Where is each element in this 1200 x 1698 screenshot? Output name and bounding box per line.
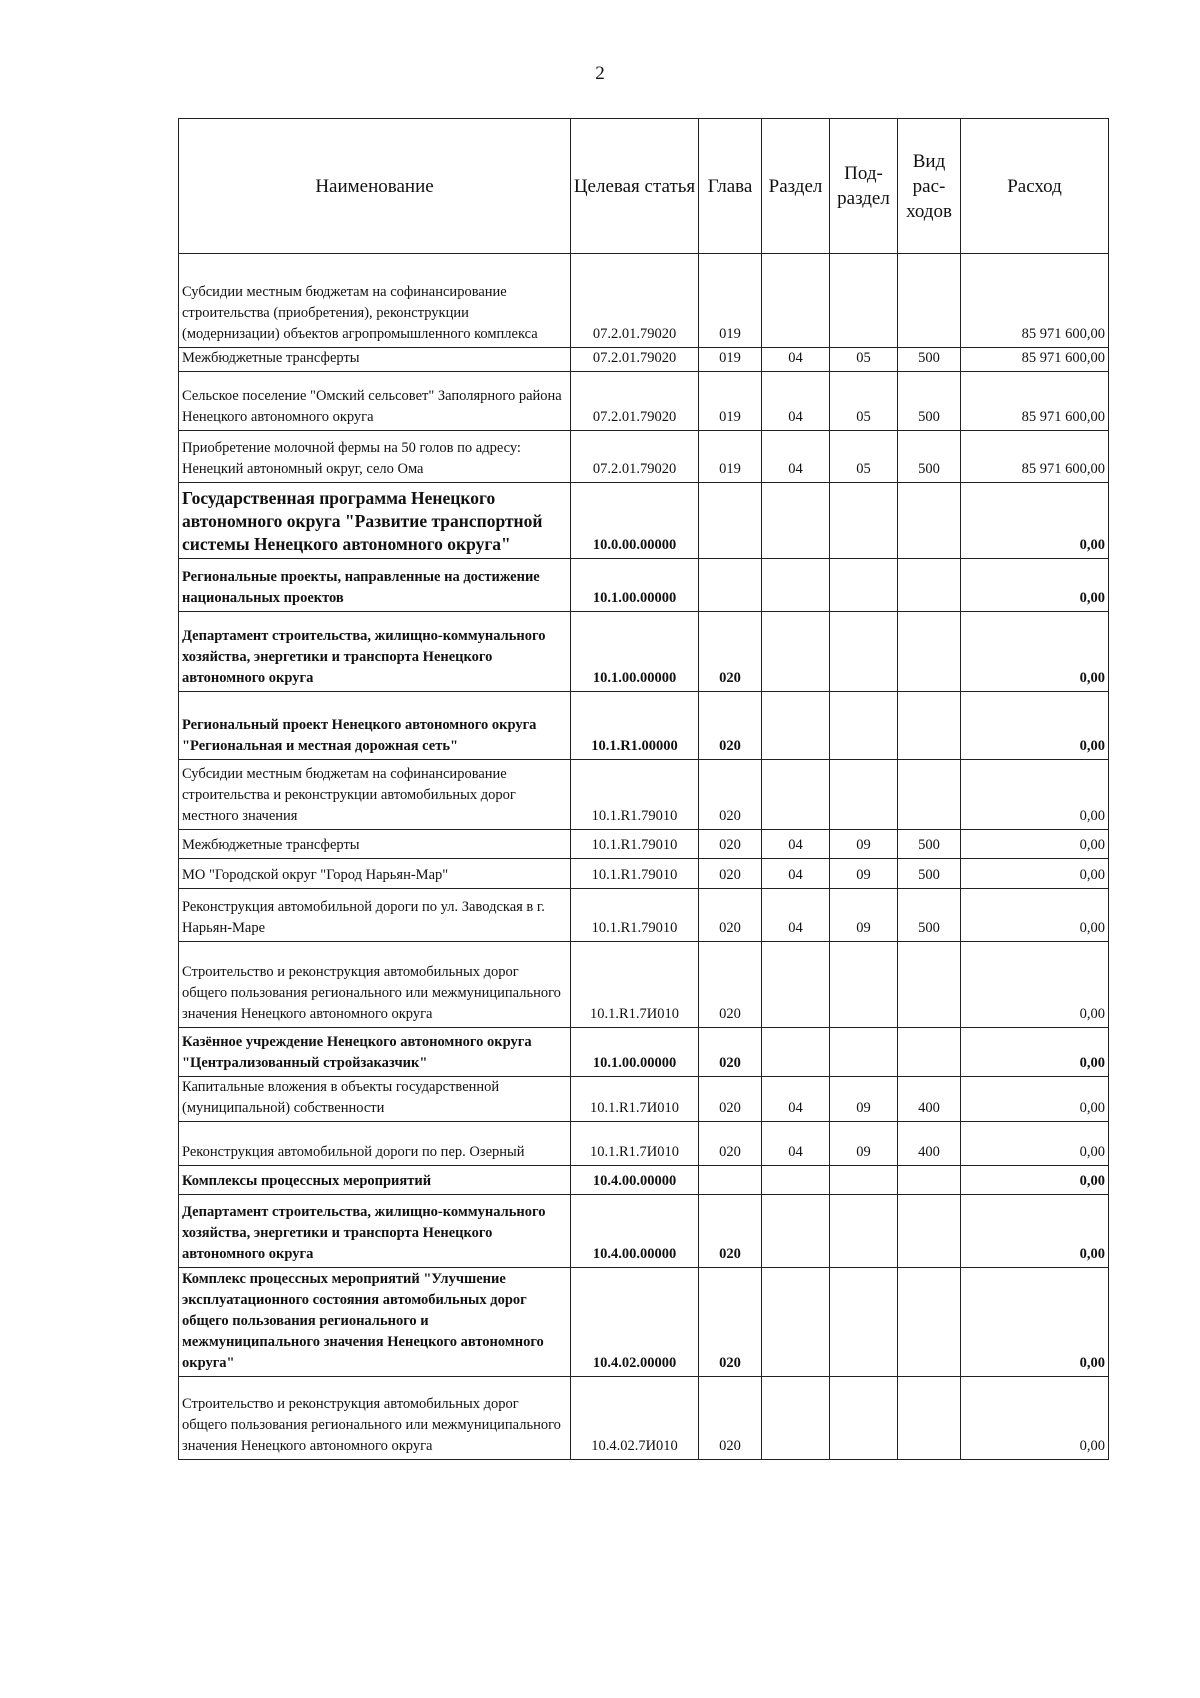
cell-chapter: 020 [699, 692, 762, 760]
cell-type [898, 1377, 961, 1460]
cell-chapter: 020 [699, 1268, 762, 1377]
cell-name: Комплексы процессных мероприятий [179, 1166, 571, 1195]
cell-section: 04 [762, 348, 830, 372]
cell-target: 10.4.02.00000 [571, 1268, 699, 1377]
cell-target: 10.1.R1.79010 [571, 889, 699, 942]
cell-section: 04 [762, 431, 830, 483]
header-section: Раздел [762, 119, 830, 254]
cell-name: Реконструкция автомобильной дороги по ул. Заводская в г. Нарьян-Маре [179, 889, 571, 942]
cell-type [898, 942, 961, 1028]
cell-type: 400 [898, 1122, 961, 1166]
cell-type [898, 1028, 961, 1077]
table-row [179, 889, 1109, 942]
table-row [179, 1195, 1109, 1268]
cell-type [898, 1268, 961, 1377]
header-amount: Расход [961, 119, 1109, 254]
cell-name: Субсидии местным бюджетам на софинансирование строительства и реконструкции автомобильных дорог местного значения [179, 760, 571, 830]
cell-amount: 0,00 [961, 830, 1109, 859]
header-target: Целевая статья [571, 119, 699, 254]
cell-target: 10.1.00.00000 [571, 1028, 699, 1077]
cell-type: 500 [898, 830, 961, 859]
cell-amount: 0,00 [961, 859, 1109, 889]
cell-subsection [830, 1028, 898, 1077]
cell-type: 500 [898, 889, 961, 942]
page-number: 2 [595, 63, 605, 84]
cell-chapter: 019 [699, 372, 762, 431]
cell-chapter: 020 [699, 612, 762, 692]
cell-target: 10.4.02.7И010 [571, 1377, 699, 1460]
cell-section: 04 [762, 1122, 830, 1166]
cell-subsection: 09 [830, 859, 898, 889]
cell-target: 10.1.R1.79010 [571, 859, 699, 889]
cell-amount: 0,00 [961, 483, 1109, 559]
cell-target: 10.1.R1.00000 [571, 692, 699, 760]
cell-target: 10.1.R1.7И010 [571, 1077, 699, 1122]
cell-type [898, 692, 961, 760]
cell-section: 04 [762, 889, 830, 942]
cell-section [762, 942, 830, 1028]
cell-section [762, 483, 830, 559]
table-row [179, 1077, 1109, 1122]
cell-chapter: 020 [699, 942, 762, 1028]
cell-type [898, 559, 961, 612]
cell-amount: 85 971 600,00 [961, 348, 1109, 372]
cell-amount: 0,00 [961, 1166, 1109, 1195]
cell-target: 10.0.00.00000 [571, 483, 699, 559]
cell-section: 04 [762, 830, 830, 859]
cell-name: МО "Городской округ "Город Нарьян-Мар" [179, 859, 571, 889]
header-chapter: Глава [699, 119, 762, 254]
cell-target: 07.2.01.79020 [571, 254, 699, 348]
cell-target: 10.1.R1.7И010 [571, 1122, 699, 1166]
table-row [179, 1377, 1109, 1460]
cell-type [898, 1195, 961, 1268]
cell-name: Межбюджетные трансферты [179, 348, 571, 372]
cell-section: 04 [762, 1077, 830, 1122]
cell-chapter: 019 [699, 348, 762, 372]
cell-subsection: 09 [830, 1122, 898, 1166]
cell-type [898, 254, 961, 348]
cell-section: 04 [762, 859, 830, 889]
cell-amount: 0,00 [961, 559, 1109, 612]
cell-amount: 0,00 [961, 1122, 1109, 1166]
cell-amount: 0,00 [961, 1077, 1109, 1122]
cell-chapter: 020 [699, 1077, 762, 1122]
cell-chapter: 020 [699, 1377, 762, 1460]
header-subsection: Под-раздел [830, 119, 898, 254]
cell-chapter: 020 [699, 1195, 762, 1268]
cell-target: 10.1.00.00000 [571, 559, 699, 612]
cell-target: 10.1.R1.79010 [571, 760, 699, 830]
table-row [179, 348, 1109, 372]
cell-name: Региональный проект Ненецкого автономного округа "Региональная и местная дорожная сеть" [179, 692, 571, 760]
cell-section: 04 [762, 372, 830, 431]
table-row [179, 692, 1109, 760]
cell-name: Приобретение молочной фермы на 50 голов по адресу: Ненецкий автономный округ, село Ома [179, 431, 571, 483]
cell-target: 10.4.00.00000 [571, 1195, 699, 1268]
cell-name: Департамент строительства, жилищно-коммунального хозяйства, энергетики и транспорта Ненецкого автономного округа [179, 612, 571, 692]
cell-name: Департамент строительства, жилищно-коммунального хозяйства, энергетики и транспорта Ненецкого автономного округа [179, 1195, 571, 1268]
cell-name: Строительство и реконструкция автомобильных дорог общего пользования регионального или межмуниципального значения Ненецкого автономного округа [179, 1377, 571, 1460]
table-row [179, 1268, 1109, 1377]
cell-amount: 0,00 [961, 1377, 1109, 1460]
cell-chapter: 020 [699, 859, 762, 889]
cell-subsection: 05 [830, 372, 898, 431]
cell-chapter [699, 559, 762, 612]
table-body [179, 254, 1109, 1460]
cell-amount: 0,00 [961, 942, 1109, 1028]
cell-name: Сельское поселение "Омский сельсовет" Заполярного района Ненецкого автономного округа [179, 372, 571, 431]
cell-target: 07.2.01.79020 [571, 348, 699, 372]
table-row [179, 612, 1109, 692]
cell-chapter: 020 [699, 889, 762, 942]
cell-chapter: 019 [699, 431, 762, 483]
cell-subsection [830, 1268, 898, 1377]
cell-amount: 0,00 [961, 1268, 1109, 1377]
cell-amount: 0,00 [961, 612, 1109, 692]
cell-target: 10.4.00.00000 [571, 1166, 699, 1195]
cell-type [898, 483, 961, 559]
cell-section [762, 760, 830, 830]
budget-table [178, 118, 1109, 1460]
cell-target: 10.1.R1.79010 [571, 830, 699, 859]
table-row [179, 372, 1109, 431]
cell-chapter: 020 [699, 1028, 762, 1077]
cell-amount: 85 971 600,00 [961, 372, 1109, 431]
cell-subsection [830, 254, 898, 348]
cell-target: 10.1.R1.7И010 [571, 942, 699, 1028]
cell-name: Комплекс процессных мероприятий "Улучшение эксплуатационного состояния автомобильных дорог общего пользования регионального и межмуниципального значения Ненецкого автономного округа" [179, 1268, 571, 1377]
cell-chapter [699, 1166, 762, 1195]
cell-section [762, 612, 830, 692]
cell-section [762, 254, 830, 348]
cell-amount: 0,00 [961, 760, 1109, 830]
cell-type: 500 [898, 431, 961, 483]
cell-name: Реконструкция автомобильной дороги по пер. Озерный [179, 1122, 571, 1166]
cell-subsection: 09 [830, 1077, 898, 1122]
cell-target: 07.2.01.79020 [571, 372, 699, 431]
cell-subsection: 09 [830, 889, 898, 942]
cell-name: Субсидии местным бюджетам на софинансирование строительства (приобретения), реконструкции (модернизации) объектов агропромышленного комплекса [179, 254, 571, 348]
cell-name: Казённое учреждение Ненецкого автономного округа "Централизованный стройзаказчик" [179, 1028, 571, 1077]
cell-section [762, 1195, 830, 1268]
cell-subsection: 09 [830, 830, 898, 859]
cell-section [762, 1166, 830, 1195]
table-row [179, 483, 1109, 559]
cell-subsection [830, 1166, 898, 1195]
table-row [179, 1028, 1109, 1077]
cell-target: 10.1.00.00000 [571, 612, 699, 692]
cell-amount: 0,00 [961, 889, 1109, 942]
cell-section [762, 692, 830, 760]
cell-amount: 0,00 [961, 1195, 1109, 1268]
cell-subsection: 05 [830, 431, 898, 483]
cell-target: 07.2.01.79020 [571, 431, 699, 483]
header-expense-type: Вид рас-ходов [898, 119, 961, 254]
table-row [179, 1122, 1109, 1166]
cell-chapter: 019 [699, 254, 762, 348]
table-row [179, 760, 1109, 830]
cell-name: Капитальные вложения в объекты государственной (муниципальной) собственности [179, 1077, 571, 1122]
table-row [179, 559, 1109, 612]
cell-subsection: 05 [830, 348, 898, 372]
cell-subsection [830, 692, 898, 760]
cell-name: Строительство и реконструкция автомобильных дорог общего пользования регионального или межмуниципального значения Ненецкого автономного округа [179, 942, 571, 1028]
cell-name: Государственная программа Ненецкого автономного округа "Развитие транспортной системы Ненецкого автономного округа" [179, 483, 571, 559]
cell-subsection [830, 1377, 898, 1460]
cell-type: 500 [898, 348, 961, 372]
cell-amount: 0,00 [961, 692, 1109, 760]
cell-chapter [699, 483, 762, 559]
cell-chapter: 020 [699, 830, 762, 859]
cell-section [762, 559, 830, 612]
table-row [179, 1166, 1109, 1195]
table-row [179, 830, 1109, 859]
header-name: Наименование [179, 119, 571, 254]
cell-section [762, 1268, 830, 1377]
cell-amount: 0,00 [961, 1028, 1109, 1077]
cell-section [762, 1377, 830, 1460]
cell-type: 400 [898, 1077, 961, 1122]
cell-amount: 85 971 600,00 [961, 431, 1109, 483]
cell-type: 500 [898, 859, 961, 889]
cell-subsection [830, 942, 898, 1028]
cell-subsection [830, 559, 898, 612]
table-row [179, 859, 1109, 889]
cell-type: 500 [898, 372, 961, 431]
cell-subsection [830, 760, 898, 830]
table-header-row [179, 119, 1109, 254]
table-row [179, 431, 1109, 483]
cell-section [762, 1028, 830, 1077]
cell-type [898, 612, 961, 692]
cell-subsection [830, 1195, 898, 1268]
cell-subsection [830, 612, 898, 692]
cell-type [898, 1166, 961, 1195]
table-row [179, 942, 1109, 1028]
cell-name: Межбюджетные трансферты [179, 830, 571, 859]
cell-chapter: 020 [699, 760, 762, 830]
table-row [179, 254, 1109, 348]
cell-chapter: 020 [699, 1122, 762, 1166]
cell-subsection [830, 483, 898, 559]
cell-amount: 85 971 600,00 [961, 254, 1109, 348]
cell-type [898, 760, 961, 830]
cell-name: Региональные проекты, направленные на достижение национальных проектов [179, 559, 571, 612]
